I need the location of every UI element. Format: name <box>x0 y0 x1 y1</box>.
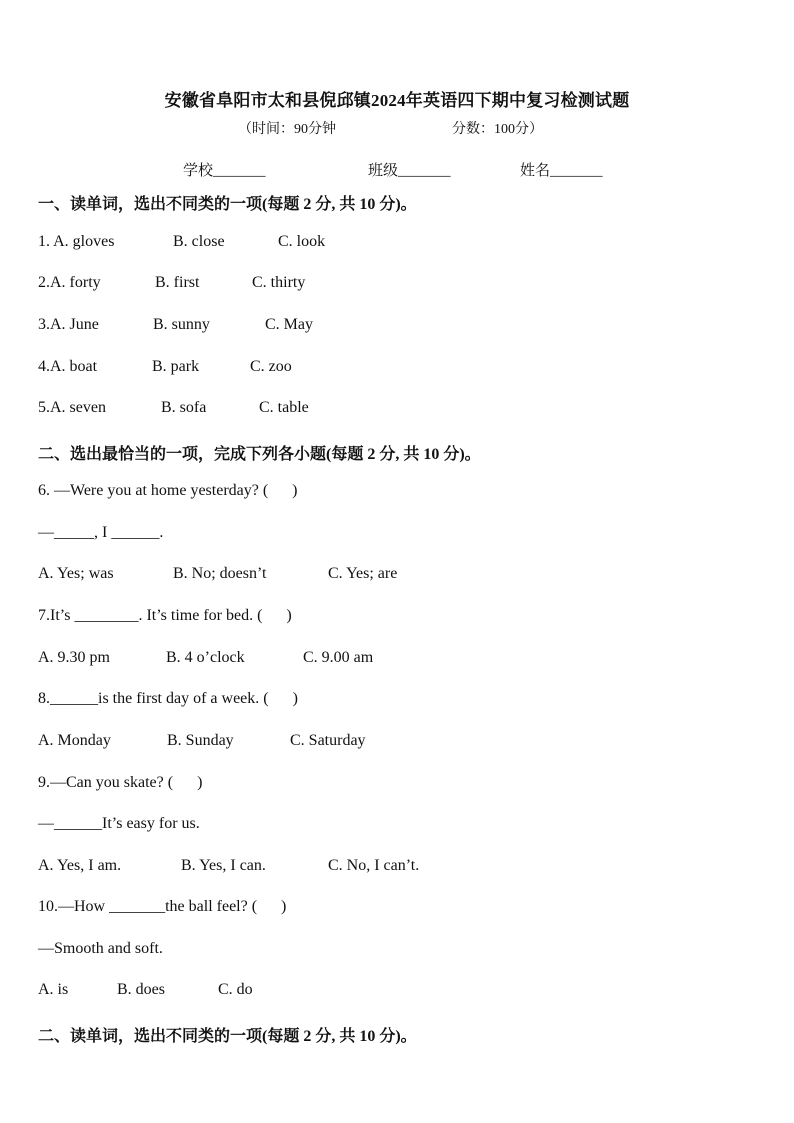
question-8-option-b: B. Sunday <box>167 732 234 749</box>
question-9-option-a: A. Yes, I am. <box>38 857 122 874</box>
question-4-option-a: 4.A. boat <box>38 358 98 375</box>
section-heading-2: 二、选出最恰当的一项，完成下列各小题(每题 2 分, 共 10 分)。 <box>38 446 481 463</box>
question-8-option-c: C. Saturday <box>290 732 366 749</box>
question-1-option-b: B. close <box>173 233 225 250</box>
question-6-stem: 6. —Were you at home yesterday? ( ) <box>38 482 298 499</box>
question-4-option-c: C. zoo <box>250 358 292 375</box>
question-5-option-a: 5.A. seven <box>38 399 106 416</box>
question-10-option-c: C. do <box>218 981 253 998</box>
question-8-option-a: A. Monday <box>38 732 111 749</box>
question-10-option-a: A. is <box>38 981 69 998</box>
question-2-option-a: 2.A. forty <box>38 274 101 291</box>
question-7-option-b: B. 4 o’clock <box>166 649 245 666</box>
question-9-option-c: C. No, I can’t. <box>328 857 420 874</box>
exam-score: 分数：100分） <box>452 122 543 137</box>
question-9-stem: 9.—Can you skate? ( ) <box>38 774 203 791</box>
question-10-reply: —Smooth and soft. <box>38 940 163 957</box>
question-5-option-c: C. table <box>259 399 309 416</box>
exam-time: （时间：90分钟 <box>238 122 336 137</box>
question-2-option-b: B. first <box>155 274 200 291</box>
question-5-option-b: B. sofa <box>161 399 207 416</box>
question-4-option-b: B. park <box>152 358 200 375</box>
question-3-option-c: C. May <box>265 316 313 333</box>
question-10-stem: 10.—How _______the ball feel? ( ) <box>38 898 287 915</box>
question-6-reply: —_____, I ______. <box>38 524 164 541</box>
name-field: 姓名_______ <box>520 163 603 179</box>
question-9-option-b: B. Yes, I can. <box>181 857 266 874</box>
question-6-option-c: C. Yes; are <box>328 565 398 582</box>
question-2-option-c: C. thirty <box>252 274 306 291</box>
question-1-option-c: C. look <box>278 233 326 250</box>
question-1-option-a: 1. A. gloves <box>38 233 115 250</box>
class-field: 班级_______ <box>368 163 451 179</box>
question-8-stem: 8.______is the first day of a week. ( ) <box>38 690 298 707</box>
section-heading-1: 一、读单词，选出不同类的一项(每题 2 分, 共 10 分)。 <box>38 196 417 213</box>
section-heading-3: 二、读单词，选出不同类的一项(每题 2 分, 共 10 分)。 <box>38 1028 417 1045</box>
page-title: 安徽省阜阳市太和县倪邱镇2024年英语四下期中复习检测试题 <box>164 91 630 110</box>
question-7-stem: 7.It’s ________. It’s time for bed. ( ) <box>38 607 292 624</box>
question-3-option-b: B. sunny <box>153 316 210 333</box>
school-field: 学校_______ <box>183 163 266 179</box>
question-7-option-c: C. 9.00 am <box>303 649 374 666</box>
question-10-option-b: B. does <box>117 981 165 998</box>
question-6-option-b: B. No; doesn’t <box>173 565 267 582</box>
question-3-option-a: 3.A. June <box>38 316 99 333</box>
question-7-option-a: A. 9.30 pm <box>38 649 110 666</box>
question-9-reply: —______It’s easy for us. <box>38 815 200 832</box>
question-6-option-a: A. Yes; was <box>38 565 114 582</box>
